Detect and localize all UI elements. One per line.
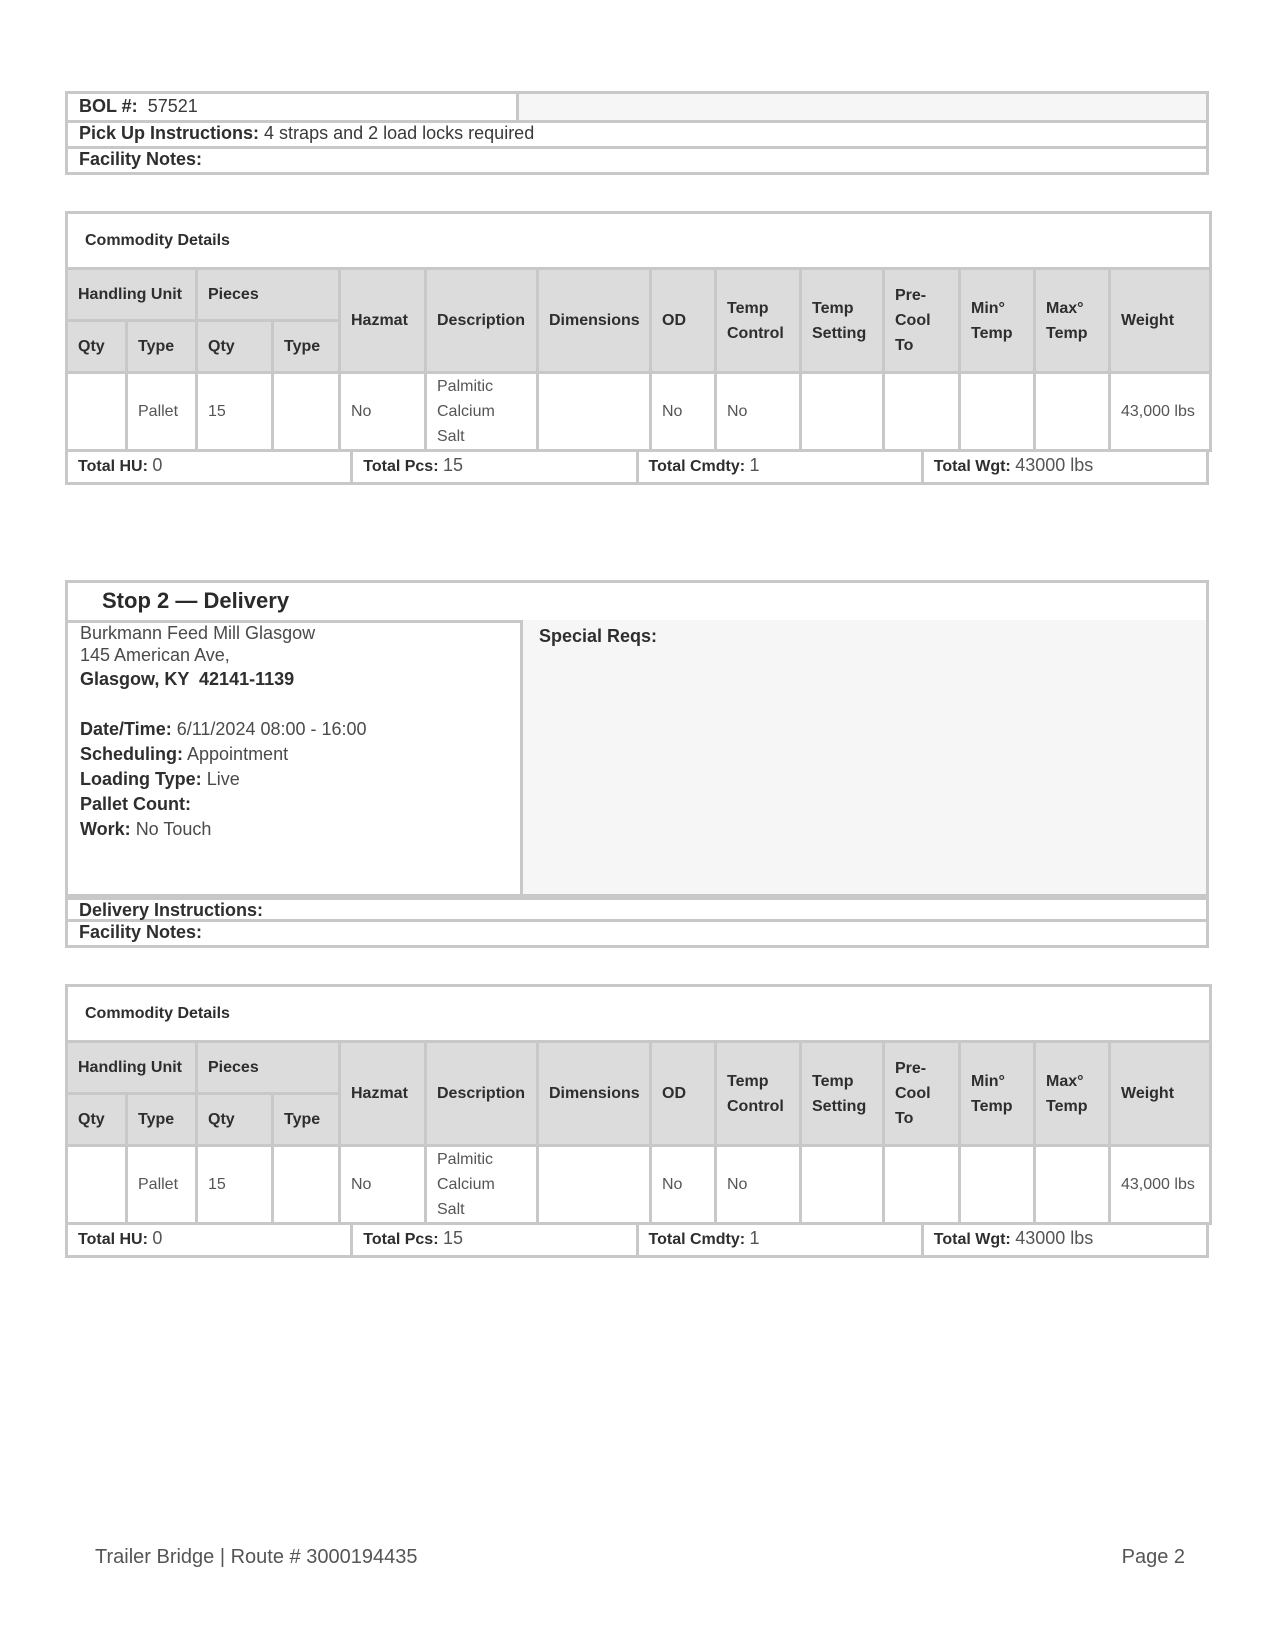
temp-setting-cell	[801, 1146, 884, 1224]
hazmat-cell: No	[340, 1146, 426, 1224]
max-temp-cell	[1035, 373, 1110, 451]
weight-cell: 43,000 lbs	[1110, 373, 1211, 451]
total-wgt	[924, 1224, 1206, 1255]
total-pcs-value: 15	[442, 1228, 464, 1248]
pcs-type-cell	[273, 373, 340, 451]
work-label: Work:	[80, 819, 131, 839]
commodity-totals-2	[65, 1224, 1209, 1258]
stop-facility-notes-label: Facility Notes:	[79, 922, 203, 942]
temp-control-header: Temp Control	[716, 269, 801, 373]
bol-label: BOL #:	[79, 96, 138, 116]
datetime-label: Date/Time:	[80, 719, 172, 739]
special-reqs-label: Special Reqs:	[539, 626, 658, 646]
temp-control-header: Temp Control	[716, 1042, 801, 1146]
hu-type-cell: Pallet	[127, 373, 197, 451]
facility-notes-label: Facility Notes:	[79, 149, 203, 169]
total-hu	[68, 1224, 353, 1255]
od-header: OD	[651, 269, 716, 373]
commodity-title: Commodity Details	[67, 986, 1211, 1042]
pickup-value: 4 straps and 2 load locks required	[264, 123, 535, 143]
pallet-count-label: Pallet Count:	[80, 794, 191, 814]
bol-cell	[68, 94, 519, 120]
pieces-header: Pieces	[197, 269, 340, 321]
temp-control-cell: No	[716, 1146, 801, 1224]
bol-empty-cell	[519, 94, 1206, 120]
max-temp-header: Max° Temp	[1035, 1042, 1110, 1146]
dimensions-cell	[538, 373, 651, 451]
footer-route: Trailer Bridge | Route # 3000194435	[95, 1546, 418, 1568]
dimensions-header: Dimensions	[538, 269, 651, 373]
total-cmdty	[639, 1224, 924, 1255]
total-cmdty	[639, 451, 924, 482]
bol-value: 57521	[147, 96, 198, 116]
hu-qty-header: Qty	[67, 321, 127, 373]
description-header: Description	[426, 269, 538, 373]
pickup-instructions-row	[65, 123, 1209, 149]
hazmat-header: Hazmat	[340, 1042, 426, 1146]
facility-notes-row	[65, 149, 1209, 175]
total-wgt-label: Total Wgt:	[933, 458, 1011, 475]
stop-address-panel	[68, 620, 523, 894]
street-address: 145 American Ave,	[80, 645, 230, 665]
commodity-table-1	[65, 211, 1212, 452]
total-pcs-value: 15	[442, 455, 464, 475]
stop-body	[65, 620, 1209, 897]
table-row	[67, 1146, 1211, 1224]
delivery-instructions-label: Delivery Instructions:	[79, 900, 264, 920]
od-cell: No	[651, 1146, 716, 1224]
total-hu-label: Total HU:	[78, 1231, 148, 1248]
min-temp-cell	[960, 1146, 1035, 1224]
delivery-instructions-row	[65, 897, 1209, 922]
description-header: Description	[426, 1042, 538, 1146]
total-pcs	[353, 451, 638, 482]
dimensions-cell	[538, 1146, 651, 1224]
total-pcs-label: Total Pcs:	[363, 458, 439, 475]
dimensions-header: Dimensions	[538, 1042, 651, 1146]
total-wgt-value: 43000 lbs	[1015, 1228, 1094, 1248]
total-hu	[68, 451, 353, 482]
total-wgt-label: Total Wgt:	[933, 1231, 1011, 1248]
table-row	[67, 373, 1211, 451]
hu-type-header: Type	[127, 1094, 197, 1146]
min-temp-header: Min° Temp	[960, 269, 1035, 373]
scheduling-label: Scheduling:	[80, 744, 183, 764]
weight-cell: 43,000 lbs	[1110, 1146, 1211, 1224]
pre-cool-header: Pre-Cool To	[884, 269, 960, 373]
total-hu-value: 0	[152, 455, 163, 475]
max-temp-cell	[1035, 1146, 1110, 1224]
work-value: No Touch	[135, 819, 212, 839]
total-wgt	[924, 451, 1206, 482]
total-cmdty-label: Total Cmdty:	[648, 458, 746, 475]
min-temp-cell	[960, 373, 1035, 451]
temp-setting-header: Temp Setting	[801, 269, 884, 373]
max-temp-header: Max° Temp	[1035, 269, 1110, 373]
total-wgt-value: 43000 lbs	[1015, 455, 1094, 475]
description-cell: Palmitic Calcium Salt	[426, 373, 538, 451]
hu-qty-cell	[67, 1146, 127, 1224]
min-temp-header: Min° Temp	[960, 1042, 1035, 1146]
temp-control-cell: No	[716, 373, 801, 451]
scheduling-value: Appointment	[187, 744, 289, 764]
hazmat-header: Hazmat	[340, 269, 426, 373]
commodity-table-2	[65, 984, 1212, 1225]
pieces-header: Pieces	[197, 1042, 340, 1094]
datetime-value: 6/11/2024 08:00 - 16:00	[176, 719, 367, 739]
hu-type-cell: Pallet	[127, 1146, 197, 1224]
pre-cool-cell	[884, 373, 960, 451]
loading-type-value: Live	[206, 769, 240, 789]
hu-qty-header: Qty	[67, 1094, 127, 1146]
weight-header: Weight	[1110, 1042, 1211, 1146]
od-header: OD	[651, 1042, 716, 1146]
pre-cool-cell	[884, 1146, 960, 1224]
hazmat-cell: No	[340, 373, 426, 451]
commodity-totals-1	[65, 451, 1209, 485]
hu-qty-cell	[67, 373, 127, 451]
total-pcs-label: Total Pcs:	[363, 1231, 439, 1248]
description-cell: Palmitic Calcium Salt	[426, 1146, 538, 1224]
city-state-zip: Glasgow, KY 42141-1139	[80, 669, 295, 689]
work-row	[80, 817, 520, 842]
pcs-qty-header: Qty	[197, 1094, 273, 1146]
datetime-row	[80, 717, 520, 742]
stop-title: Stop 2 — Delivery	[65, 580, 1209, 623]
od-cell: No	[651, 373, 716, 451]
total-hu-label: Total HU:	[78, 458, 148, 475]
bol-block	[65, 91, 1209, 123]
scheduling-row	[80, 742, 520, 767]
pre-cool-header: Pre-Cool To	[884, 1042, 960, 1146]
pcs-type-cell	[273, 1146, 340, 1224]
total-cmdty-value: 1	[749, 1228, 760, 1248]
commodity-title: Commodity Details	[67, 213, 1211, 269]
pcs-qty-cell: 15	[197, 1146, 273, 1224]
pickup-label: Pick Up Instructions:	[79, 123, 260, 143]
temp-setting-cell	[801, 373, 884, 451]
weight-header: Weight	[1110, 269, 1211, 373]
total-cmdty-label: Total Cmdty:	[648, 1231, 746, 1248]
special-reqs-panel	[523, 620, 1206, 894]
pcs-qty-header: Qty	[197, 321, 273, 373]
temp-setting-header: Temp Setting	[801, 1042, 884, 1146]
facility-name: Burkmann Feed Mill Glasgow	[80, 623, 316, 643]
pcs-qty-cell: 15	[197, 373, 273, 451]
pcs-type-header: Type	[273, 321, 340, 373]
pallet-count-row	[80, 792, 520, 817]
total-pcs	[353, 1224, 638, 1255]
pcs-type-header: Type	[273, 1094, 340, 1146]
loading-type-row	[80, 767, 520, 792]
handling-unit-header: Handling Unit	[67, 1042, 197, 1094]
footer-page-number: Page 2	[1121, 1546, 1185, 1568]
hu-type-header: Type	[127, 321, 197, 373]
loading-type-label: Loading Type:	[80, 769, 202, 789]
total-cmdty-value: 1	[749, 455, 760, 475]
total-hu-value: 0	[152, 1228, 163, 1248]
stop-facility-notes-row	[65, 922, 1209, 948]
handling-unit-header: Handling Unit	[67, 269, 197, 321]
